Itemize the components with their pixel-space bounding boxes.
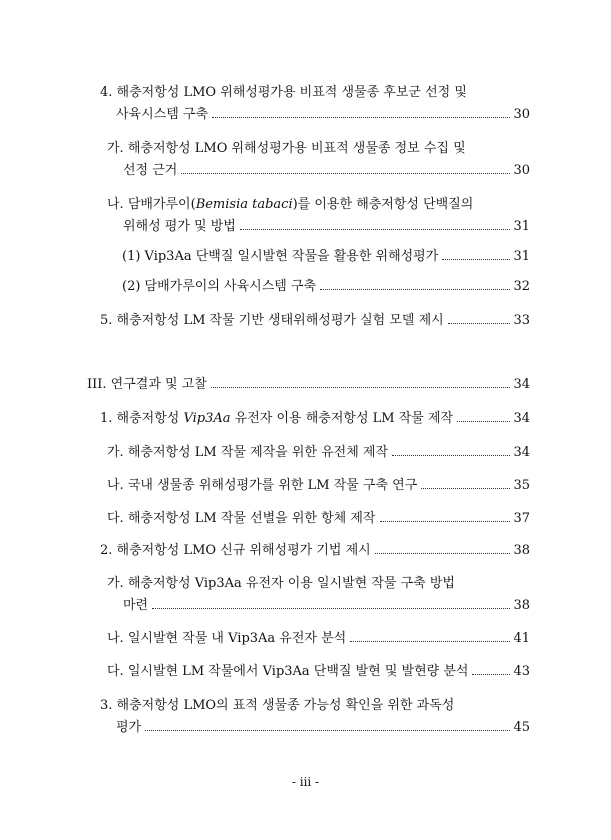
toc-entry-title-line1: 3. 해충저항성 LMO의 표적 생물종 가능성 확인을 위한 과독성 [100, 698, 455, 713]
toc-entry-5[interactable] [100, 313, 530, 331]
toc-entry-title-line2: 평가 [116, 720, 142, 735]
toc-page-number: 35 [513, 478, 530, 493]
dot-leader [212, 116, 510, 118]
dot-leader [350, 640, 510, 642]
toc-entry-3-1-ga[interactable] [107, 445, 530, 463]
toc-page-number: 43 [513, 664, 530, 679]
toc-entry-4[interactable] [100, 85, 530, 125]
toc-page-number: 30 [513, 163, 530, 178]
dot-leader [457, 420, 510, 422]
dot-leader [181, 172, 510, 174]
toc-entry-title: 가. 해충저항성 LM 작물 제작을 위한 유전체 제작 [107, 445, 389, 460]
toc-page-number: 34 [513, 445, 530, 460]
toc-page-number: 30 [513, 107, 530, 122]
toc-page-number: 31 [513, 219, 530, 234]
toc-page-number: 38 [513, 543, 530, 558]
toc-entry-title-line2: 마련 [123, 598, 149, 613]
dot-leader [442, 258, 510, 260]
toc-page-number: 33 [513, 313, 530, 328]
toc-page-number: 38 [513, 598, 530, 613]
toc-page-number: 45 [513, 720, 530, 735]
toc-entry-title-line2: 선정 근거 [123, 163, 178, 178]
dot-leader [392, 454, 510, 456]
toc-entry-title: III. 연구결과 및 고찰 [87, 377, 207, 392]
toc-entry-title: 나. 일시발현 작물 내 Vip3Aa 유전자 분석 [107, 631, 347, 646]
dot-leader [240, 228, 511, 230]
toc-chapter-3[interactable] [87, 377, 530, 395]
toc-entry-title-line1: 가. 해충저항성 Vip3Aa 유전자 이용 일시발현 작물 구축 방법 [107, 576, 455, 591]
toc-entry-3-3[interactable] [100, 698, 530, 738]
toc-entry-title: 1. 해충저항성 Vip3Aa 유전자 이용 해충저항성 LM 작물 제작 [100, 411, 454, 426]
toc-entry-title: 5. 해충저항성 LM 작물 기반 생태위해성평가 실험 모델 제시 [100, 313, 444, 328]
toc-entry-title: 2. 해충저항성 LMO 신규 위해성평가 기법 제시 [100, 543, 371, 558]
toc-entry-3-2-da[interactable] [107, 664, 530, 682]
toc-entry-title: 다. 해충저항성 LM 작물 선별을 위한 항체 제작 [107, 511, 376, 526]
dot-leader [375, 552, 511, 554]
toc-page-number: 34 [513, 377, 530, 392]
dot-leader [152, 607, 510, 609]
toc-entry-title-line2: 사육시스템 구축 [116, 107, 209, 122]
dot-leader [145, 729, 510, 731]
toc-entry-title: 나. 국내 생물종 위해성평가를 위한 LM 작물 구축 연구 [107, 478, 418, 493]
toc-entry-3-1-da[interactable] [107, 511, 530, 529]
toc-entry-title-line1: 4. 해충저항성 LMO 위해성평가용 비표적 생물종 후보군 선정 및 [100, 85, 467, 100]
toc-entry-title: 다. 일시발현 LM 작물에서 Vip3Aa 단백질 발현 및 발현량 분석 [107, 664, 469, 679]
toc-entry-title: (1) Vip3Aa 단백질 일시발현 작물을 활용한 위해성평가 [122, 249, 439, 264]
toc-entry-4-ga[interactable] [107, 141, 530, 181]
toc-entry-title-line1: 가. 해충저항성 LMO 위해성평가용 비표적 생물종 정보 수집 및 [107, 141, 466, 156]
toc-entry-3-2-ga[interactable] [107, 576, 530, 616]
toc-entry-4-na-2[interactable] [122, 279, 530, 297]
page-footer-number: - iii - [291, 775, 320, 789]
toc-page-number: 32 [513, 279, 530, 294]
toc-page-number: 34 [513, 411, 530, 426]
dot-leader [448, 322, 511, 324]
toc-entry-title-line2: 위해성 평가 및 방법 [123, 219, 236, 234]
toc-page-number: 37 [513, 511, 530, 526]
toc-page-number: 41 [513, 631, 530, 646]
toc-page-number: 31 [513, 249, 530, 264]
toc-entry-title: (2) 담배가루이의 사육시스템 구축 [122, 279, 317, 294]
dot-leader [472, 673, 510, 675]
toc-entry-3-1[interactable] [100, 411, 530, 429]
toc-entry-3-2[interactable] [100, 543, 530, 561]
toc-entry-title-line1: 나. 담배가루이( Bemisia tabaci )를 이용한 해충저항성 단백질의 [107, 197, 474, 212]
dot-leader [211, 386, 511, 388]
dot-leader [421, 487, 510, 489]
dot-leader [320, 288, 510, 290]
toc-entry-4-na[interactable] [107, 197, 530, 237]
toc-entry-3-1-na[interactable] [107, 478, 530, 496]
toc-entry-3-2-na[interactable] [107, 631, 530, 649]
dot-leader [380, 520, 511, 522]
toc-entry-4-na-1[interactable] [122, 249, 530, 267]
